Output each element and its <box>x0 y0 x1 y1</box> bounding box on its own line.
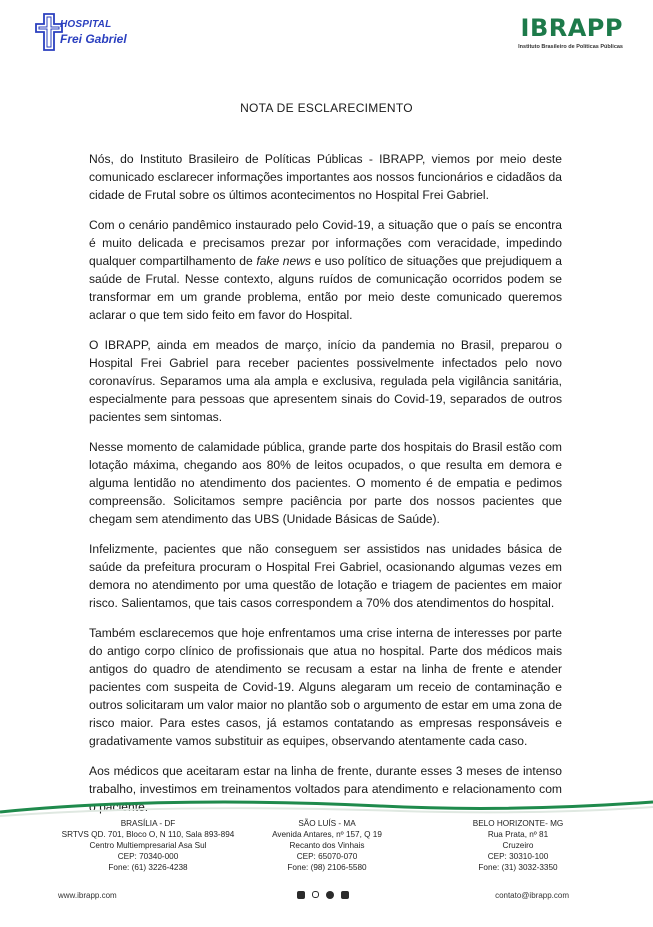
office-line: Fone: (61) 3226-4238 <box>108 863 188 872</box>
office-sao-luis <box>232 818 422 873</box>
office-line: Fone: (98) 2106-5580 <box>287 863 367 872</box>
paragraph-2: Com o cenário pandêmico instaurado pelo Covid-19, a situação que o país se encontra é muito delicada e precisamos prezar por informações com veracidade, impedindo qualquer compartilhamento de fake news e uso político de situações que prejudiquem a saúde de Frutal. Nesse contexto, alguns ruídos de comunicação ocorridos podem se transformar em um grande problema, então por meio deste comunicado queremos aclarar o que tem sido feito em favor do Hospital. <box>89 218 562 322</box>
paragraph-1: Nós, do Instituto Brasileiro de Políticas Públicas - IBRAPP, viemos por meio deste comunicado esclarecer informações importantes aos nossos funcionários e cidadãos da cidade de Frutal sobre os últimos acontecimentos no Hospital Frei Gabriel. <box>89 152 562 202</box>
linkedin-icon[interactable] <box>341 891 349 899</box>
office-belo-horizonte <box>428 818 608 873</box>
ibrapp-logo-word: IBRAPP <box>520 14 623 42</box>
document-body <box>89 150 562 828</box>
office-line: Rua Prata, nº 81 <box>487 830 549 839</box>
email-link[interactable]: contato@ibrapp.com <box>495 891 569 900</box>
office-line: CEP: 65070-070 <box>296 852 358 861</box>
paragraph-3: O IBRAPP, ainda em meados de março, início da pandemia no Brasil, preparou o Hospital Frei Gabriel para receber pacientes possivelmente infectados pelo novo coronavírus. Separamos uma ala ampla e exclusiva, regulada pela vigilância sanitária, especialmente para pessoas que apresentem sinais do Covid-19, separados de outros pacientes sem sintomas. <box>89 338 562 424</box>
office-line: Fone: (31) 3032-3350 <box>478 863 558 872</box>
paragraph-6: Também esclarecemos que hoje enfrentamos uma crise interna de interesses por parte do antigo corpo clínico de profissionais que atua no hospital. Parte dos médicos mais antigos do quadro de atendimento se recusam a estar na linha de frente e atender pacientes com suspeita de Covid-19. Alguns alegaram um receio de contaminação e outros solicitaram um valor maior no plantão sob o argumento de estar em uma zona de risco maior. Para estes casos, já estamos contatando as empresas responsáveis e gradativamente vamos substituir as equipes, observando atentamente cada caso. <box>89 626 562 748</box>
paragraph-5: Infelizmente, pacientes que não conseguem ser assistidos nas unidades básica de saúde da prefeitura procuram o Hospital Frei Gabriel, ocasionando algumas vezes em demora no atendimento por uma questão de lotação e triagem de pacientes em maior risco. Salientamos, que tais casos correspondem a 70% dos atendimentos do hospital. <box>89 542 562 610</box>
paragraph-4: Nesse momento de calamidade pública, grande parte dos hospitais do Brasil estão com lotação máxima, chegando aos 80% de leitos ocupados, o que resulta em demora e alguma lentidão no atendimento dos pacientes. O momento é de empatia e pedimos compreensão. Solicitamos sempre paciência por parte dos nossos pacientes que chegam sem atendimento das UBS (Unidade Básicas de Saúde). <box>89 440 562 526</box>
hospital-logo-line2: Frei Gabriel <box>60 32 127 46</box>
website-link[interactable]: www.ibrapp.com <box>58 891 117 900</box>
office-line: CEP: 70340-000 <box>117 852 179 861</box>
document-title: NOTA DE ESCLARECIMENTO <box>240 101 413 115</box>
office-city: BELO HORIZONTE- MG <box>472 819 564 828</box>
office-line: Recanto dos Vinhais <box>289 841 365 850</box>
ibrapp-logo-subtitle: Instituto Brasileiro de Políticas Públicas <box>518 44 623 50</box>
twitter-icon[interactable] <box>326 891 334 899</box>
office-brasilia <box>48 818 248 873</box>
hospital-logo-line1: HOSPITAL <box>60 19 112 30</box>
office-line: Centro Multiempresarial Asa Sul <box>89 841 207 850</box>
office-city: SÃO LUÍS - MA <box>298 819 356 828</box>
instagram-icon[interactable] <box>312 891 319 898</box>
social-icons <box>297 891 349 899</box>
office-line: Avenida Antares, nº 157, Q 19 <box>272 830 382 839</box>
paragraph-7: Aos médicos que aceitaram estar na linha de frente, durante esses 3 meses de intenso trabalho, investimos em treinamentos voltados para atendimento e relacionamento com o paciente. <box>89 764 562 814</box>
office-line: Cruzeiro <box>502 841 534 850</box>
hospital-frei-gabriel-logo <box>34 12 144 58</box>
office-line: SRTVS QD. 701, Bloco O, N 110, Sala 893-894 <box>61 830 235 839</box>
ibrapp-logo <box>483 14 623 64</box>
footer-wave-decoration <box>0 798 653 818</box>
footer <box>0 798 653 927</box>
office-city: BRASÍLIA - DF <box>120 819 176 828</box>
office-line: CEP: 30310-100 <box>487 852 549 861</box>
facebook-icon[interactable] <box>297 891 305 899</box>
